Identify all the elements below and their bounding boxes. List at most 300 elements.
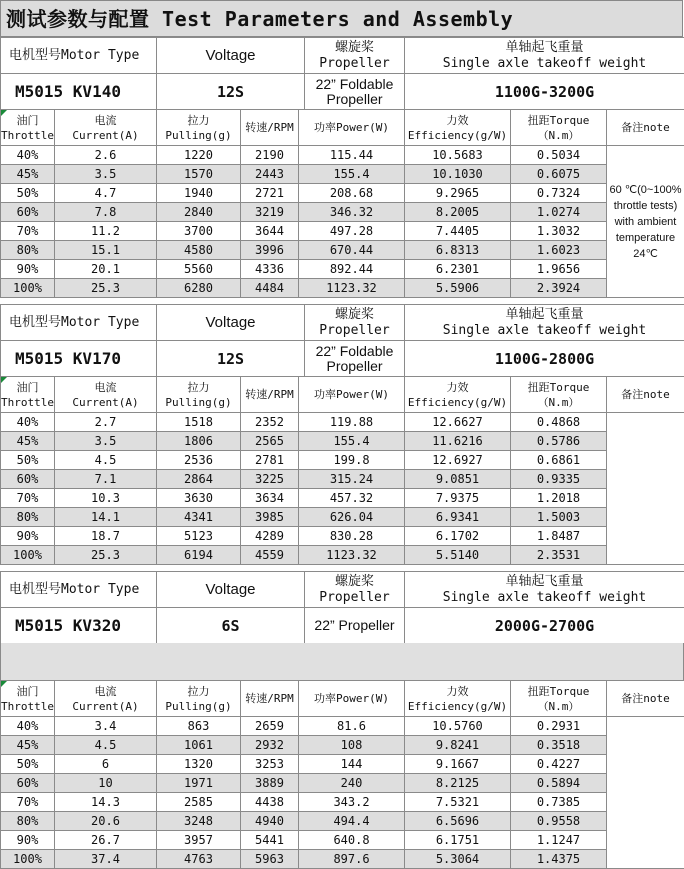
table-cell: 115.44: [299, 146, 405, 165]
col-rpm-header: [241, 681, 299, 717]
voltage-label: Voltage: [157, 305, 305, 341]
table-row: [1, 527, 684, 546]
table-cell: 2.3924: [511, 279, 607, 298]
table-cell: 2352: [241, 413, 299, 432]
takeoff-label: [405, 305, 684, 341]
table-cell: 1.0274: [511, 203, 607, 222]
table-cell: 80%: [1, 241, 55, 260]
table-row: [1, 831, 684, 850]
table-cell: 3889: [241, 774, 299, 793]
table-cell: 3985: [241, 508, 299, 527]
col-current-header-en: Current(A): [55, 128, 156, 143]
table-row: [1, 812, 684, 831]
takeoff-label-cn: 单轴起飞重量: [405, 40, 684, 56]
table-cell: 2565: [241, 432, 299, 451]
col-power-header: [299, 110, 405, 146]
table-cell: 14.1: [55, 508, 157, 527]
col-pulling-header-en: Pulling(g): [157, 128, 240, 143]
table-cell: 5.3064: [405, 850, 511, 869]
col-throttle-header: [1, 377, 55, 413]
note-cell: 60 ℃(0~100% throttle tests) with ambient temperature 24℃: [607, 146, 684, 298]
table-cell: 90%: [1, 831, 55, 850]
table-cell: 2585: [157, 793, 241, 812]
col-throttle-header: [1, 110, 55, 146]
table-cell: 10: [55, 774, 157, 793]
table-cell: 3.4: [55, 717, 157, 736]
col-efficiency-header-en: Efficiency(g/W): [405, 128, 510, 143]
table-cell: 1.8487: [511, 527, 607, 546]
table-cell: 0.3518: [511, 736, 607, 755]
col-current-header: [55, 110, 157, 146]
propeller-label-en: Propeller: [305, 323, 404, 339]
voltage-value: 12S: [157, 74, 305, 110]
table-cell: 0.9335: [511, 470, 607, 489]
takeoff-label: [405, 38, 684, 74]
table-cell: 2864: [157, 470, 241, 489]
table-cell: 4341: [157, 508, 241, 527]
table-cell: 10.1030: [405, 165, 511, 184]
table-cell: 50%: [1, 755, 55, 774]
table-cell: 100%: [1, 279, 55, 298]
table-cell: 0.9558: [511, 812, 607, 831]
table-cell: 7.8: [55, 203, 157, 222]
table-cell: 100%: [1, 546, 55, 565]
motor-model: M5015 KV170: [1, 341, 157, 377]
table-cell: 6280: [157, 279, 241, 298]
table-cell: 3700: [157, 222, 241, 241]
col-current-header-cn: 电流: [55, 380, 156, 395]
table-cell: 2.7: [55, 413, 157, 432]
table-row: [1, 717, 684, 736]
takeoff-label-en: Single axle takeoff weight: [405, 56, 684, 72]
table-cell: 25.3: [55, 279, 157, 298]
table-cell: 9.2965: [405, 184, 511, 203]
col-efficiency-header-en: Efficiency(g/W): [405, 699, 510, 714]
col-rpm-header-text: 转速/RPM: [241, 120, 298, 135]
col-rpm-header: [241, 377, 299, 413]
col-torque-header-cn: 扭距Torque: [511, 380, 606, 395]
col-torque-header-cn: 扭距Torque: [511, 113, 606, 128]
col-throttle-header-en: Throttle: [1, 699, 54, 714]
table-cell: 0.5786: [511, 432, 607, 451]
table-cell: 3.5: [55, 165, 157, 184]
table-cell: 4336: [241, 260, 299, 279]
col-efficiency-header: [405, 377, 511, 413]
table-cell: 7.5321: [405, 793, 511, 812]
table-cell: 2.3531: [511, 546, 607, 565]
takeoff-label: [405, 572, 684, 608]
table-cell: 3253: [241, 755, 299, 774]
table-cell: 60%: [1, 774, 55, 793]
table-cell: 3.5: [55, 432, 157, 451]
table-cell: 1.3032: [511, 222, 607, 241]
table-cell: 6194: [157, 546, 241, 565]
page-title: 测试参数与配置 Test Parameters and Assembly: [0, 0, 683, 37]
col-note-header-text: 备注note: [607, 120, 684, 135]
table-cell: 5123: [157, 527, 241, 546]
table-cell: 6.1751: [405, 831, 511, 850]
col-throttle-header-cn: 油门: [1, 113, 54, 128]
table-row: [1, 279, 684, 298]
col-throttle-header-cn: 油门: [1, 684, 54, 699]
takeoff-label-en: Single axle takeoff weight: [405, 590, 684, 606]
table-cell: 343.2: [299, 793, 405, 812]
col-current-header-cn: 电流: [55, 113, 156, 128]
table-row: [1, 755, 684, 774]
table-cell: 5.5140: [405, 546, 511, 565]
motor-type-label: 电机型号Motor Type: [1, 572, 157, 608]
table-cell: 37.4: [55, 850, 157, 869]
table-cell: 2659: [241, 717, 299, 736]
table-cell: 3957: [157, 831, 241, 850]
table-cell: 7.4405: [405, 222, 511, 241]
table-cell: 3248: [157, 812, 241, 831]
note-cell: [607, 413, 684, 565]
col-current-header-cn: 电流: [55, 684, 156, 699]
table-cell: 6.1702: [405, 527, 511, 546]
col-pulling-header: [157, 681, 241, 717]
table-cell: 240: [299, 774, 405, 793]
col-current-header: [55, 377, 157, 413]
table-cell: 50%: [1, 451, 55, 470]
table-cell: 626.04: [299, 508, 405, 527]
table-row: [1, 165, 684, 184]
table-row: [1, 432, 684, 451]
table-cell: 4940: [241, 812, 299, 831]
takeoff-value: 1100G-2800G: [405, 341, 684, 377]
table-cell: 863: [157, 717, 241, 736]
table-cell: 0.7385: [511, 793, 607, 812]
table-cell: 1518: [157, 413, 241, 432]
table-cell: 7.1: [55, 470, 157, 489]
table-cell: 2840: [157, 203, 241, 222]
col-pulling-header: [157, 110, 241, 146]
table-cell: 3996: [241, 241, 299, 260]
table-row: [1, 222, 684, 241]
table-cell: 40%: [1, 146, 55, 165]
col-power-header: [299, 377, 405, 413]
table-cell: 10.5760: [405, 717, 511, 736]
col-torque-header-en: （N.m）: [511, 395, 606, 410]
table-cell: 40%: [1, 717, 55, 736]
col-throttle-header: [1, 681, 55, 717]
table-cell: 6: [55, 755, 157, 774]
table-cell: 5441: [241, 831, 299, 850]
table-cell: 45%: [1, 432, 55, 451]
data-table-2: [0, 680, 684, 869]
table-cell: 1.1247: [511, 831, 607, 850]
table-cell: 1.6023: [511, 241, 607, 260]
table-cell: 60%: [1, 203, 55, 222]
col-power-header: [299, 681, 405, 717]
table-cell: 10.3: [55, 489, 157, 508]
table-cell: 25.3: [55, 546, 157, 565]
col-pulling-header: [157, 377, 241, 413]
table-cell: 199.8: [299, 451, 405, 470]
motor-type-label: 电机型号Motor Type: [1, 38, 157, 74]
table-cell: 100%: [1, 850, 55, 869]
voltage-label: Voltage: [157, 38, 305, 74]
table-cell: 9.8241: [405, 736, 511, 755]
table-cell: 4763: [157, 850, 241, 869]
table-cell: 2536: [157, 451, 241, 470]
col-efficiency-header-cn: 力效: [405, 113, 510, 128]
table-cell: 45%: [1, 165, 55, 184]
col-note-header: [607, 377, 684, 413]
takeoff-label-cn: 单轴起飞重量: [405, 307, 684, 323]
table-cell: 7.9375: [405, 489, 511, 508]
propeller-label-cn: 螺旋桨: [305, 574, 404, 590]
motor-model: M5015 KV140: [1, 74, 157, 110]
table-cell: 2721: [241, 184, 299, 203]
table-cell: 6.8313: [405, 241, 511, 260]
table-cell: 90%: [1, 260, 55, 279]
table-cell: 70%: [1, 222, 55, 241]
col-torque-header: [511, 681, 607, 717]
table-row: [1, 203, 684, 222]
col-efficiency-header: [405, 681, 511, 717]
table-cell: 2443: [241, 165, 299, 184]
table-cell: 4.5: [55, 451, 157, 470]
table-cell: 26.7: [55, 831, 157, 850]
table-cell: 3634: [241, 489, 299, 508]
table-cell: 90%: [1, 527, 55, 546]
cell-comment-marker: [1, 110, 7, 116]
table-cell: 144: [299, 755, 405, 774]
table-cell: 0.6861: [511, 451, 607, 470]
table-cell: 315.24: [299, 470, 405, 489]
table-cell: 119.88: [299, 413, 405, 432]
col-rpm-header: [241, 110, 299, 146]
col-throttle-header-en: Throttle: [1, 128, 54, 143]
col-efficiency-header: [405, 110, 511, 146]
table-cell: 0.4227: [511, 755, 607, 774]
table-cell: 0.5894: [511, 774, 607, 793]
propeller-value: 22” Propeller: [305, 608, 405, 644]
table-row: [1, 260, 684, 279]
col-torque-header: [511, 110, 607, 146]
table-row: [1, 774, 684, 793]
table-cell: 3644: [241, 222, 299, 241]
table-row: [1, 850, 684, 869]
voltage-value: 12S: [157, 341, 305, 377]
table-cell: 4580: [157, 241, 241, 260]
table-cell: 4.5: [55, 736, 157, 755]
propeller-label-cn: 螺旋桨: [305, 40, 404, 56]
table-cell: 6.9341: [405, 508, 511, 527]
table-row: [1, 470, 684, 489]
col-power-header-text: 功率Power(W): [299, 691, 404, 706]
table-cell: 5560: [157, 260, 241, 279]
table-cell: 2932: [241, 736, 299, 755]
table-cell: 1123.32: [299, 279, 405, 298]
col-rpm-header-text: 转速/RPM: [241, 387, 298, 402]
col-torque-header-en: （N.m）: [511, 699, 606, 714]
table-cell: 9.0851: [405, 470, 511, 489]
table-cell: 60%: [1, 470, 55, 489]
table-cell: 3630: [157, 489, 241, 508]
table-cell: 80%: [1, 508, 55, 527]
voltage-label: Voltage: [157, 572, 305, 608]
table-cell: 10.5683: [405, 146, 511, 165]
table-cell: 20.1: [55, 260, 157, 279]
cell-comment-marker: [1, 377, 7, 383]
table-cell: 208.68: [299, 184, 405, 203]
table-cell: 6.2301: [405, 260, 511, 279]
table-cell: 1061: [157, 736, 241, 755]
table-cell: 108: [299, 736, 405, 755]
col-pulling-header-cn: 拉力: [157, 380, 240, 395]
col-efficiency-header-cn: 力效: [405, 684, 510, 699]
data-table-0: [0, 109, 684, 298]
motor-model: M5015 KV320: [1, 608, 157, 644]
takeoff-value: 2000G-2700G: [405, 608, 684, 644]
col-note-header-text: 备注note: [607, 387, 684, 402]
table-cell: 830.28: [299, 527, 405, 546]
col-pulling-header-cn: 拉力: [157, 684, 240, 699]
table-cell: 1.9656: [511, 260, 607, 279]
col-torque-header-en: （N.m）: [511, 128, 606, 143]
table-cell: 2781: [241, 451, 299, 470]
table-cell: 0.7324: [511, 184, 607, 203]
table-cell: 155.4: [299, 165, 405, 184]
col-throttle-header-en: Throttle: [1, 395, 54, 410]
table-row: [1, 451, 684, 470]
table-cell: 3225: [241, 470, 299, 489]
table-cell: 4438: [241, 793, 299, 812]
table-cell: 0.2931: [511, 717, 607, 736]
col-pulling-header-en: Pulling(g): [157, 395, 240, 410]
table-cell: 80%: [1, 812, 55, 831]
table-cell: 2.6: [55, 146, 157, 165]
table-cell: 1806: [157, 432, 241, 451]
table-cell: 4559: [241, 546, 299, 565]
propeller-value: 22” Foldable Propeller: [305, 341, 405, 377]
table-cell: 4484: [241, 279, 299, 298]
motor-type-label: 电机型号Motor Type: [1, 305, 157, 341]
col-pulling-header-cn: 拉力: [157, 113, 240, 128]
table-cell: 5.5906: [405, 279, 511, 298]
table-row: [1, 413, 684, 432]
table-cell: 1971: [157, 774, 241, 793]
table-row: [1, 508, 684, 527]
table-cell: 8.2125: [405, 774, 511, 793]
table-cell: 892.44: [299, 260, 405, 279]
table-cell: 494.4: [299, 812, 405, 831]
table-row: [1, 241, 684, 260]
table-cell: 40%: [1, 413, 55, 432]
takeoff-label-en: Single axle takeoff weight: [405, 323, 684, 339]
table-cell: 1570: [157, 165, 241, 184]
propeller-label-en: Propeller: [305, 590, 404, 606]
col-rpm-header-text: 转速/RPM: [241, 691, 298, 706]
table-cell: 9.1667: [405, 755, 511, 774]
takeoff-value: 1100G-3200G: [405, 74, 684, 110]
col-pulling-header-en: Pulling(g): [157, 699, 240, 714]
table-cell: 1220: [157, 146, 241, 165]
table-row: [1, 184, 684, 203]
motor-header-1: [0, 304, 684, 377]
table-cell: 457.32: [299, 489, 405, 508]
table-cell: 640.8: [299, 831, 405, 850]
propeller-label: [305, 572, 405, 608]
col-power-header-text: 功率Power(W): [299, 120, 404, 135]
col-power-header-text: 功率Power(W): [299, 387, 404, 402]
col-current-header: [55, 681, 157, 717]
data-table-1: [0, 376, 684, 565]
propeller-label: [305, 38, 405, 74]
cell-comment-marker: [1, 681, 7, 687]
table-cell: 70%: [1, 793, 55, 812]
section-spacer-2: [0, 643, 684, 680]
propeller-label-cn: 螺旋桨: [305, 307, 404, 323]
col-torque-header: [511, 377, 607, 413]
table-cell: 81.6: [299, 717, 405, 736]
table-cell: 1940: [157, 184, 241, 203]
table-row: [1, 736, 684, 755]
takeoff-label-cn: 单轴起飞重量: [405, 574, 684, 590]
motor-header-0: [0, 37, 684, 110]
table-cell: 1.2018: [511, 489, 607, 508]
table-cell: 20.6: [55, 812, 157, 831]
table-row: [1, 793, 684, 812]
note-cell: [607, 717, 684, 869]
table-cell: 11.6216: [405, 432, 511, 451]
col-throttle-header-cn: 油门: [1, 380, 54, 395]
table-cell: 0.5034: [511, 146, 607, 165]
motor-header-2: [0, 571, 684, 644]
table-cell: 155.4: [299, 432, 405, 451]
table-cell: 12.6927: [405, 451, 511, 470]
table-cell: 1.5003: [511, 508, 607, 527]
col-note-header: [607, 681, 684, 717]
table-cell: 6.5696: [405, 812, 511, 831]
col-note-header-text: 备注note: [607, 691, 684, 706]
table-cell: 1320: [157, 755, 241, 774]
propeller-value: 22” Foldable Propeller: [305, 74, 405, 110]
table-cell: 0.6075: [511, 165, 607, 184]
table-cell: 14.3: [55, 793, 157, 812]
table-row: [1, 546, 684, 565]
table-cell: 497.28: [299, 222, 405, 241]
table-row: [1, 146, 684, 165]
col-current-header-en: Current(A): [55, 395, 156, 410]
col-note-header: [607, 110, 684, 146]
table-cell: 346.32: [299, 203, 405, 222]
table-cell: 670.44: [299, 241, 405, 260]
table-cell: 3219: [241, 203, 299, 222]
table-cell: 18.7: [55, 527, 157, 546]
col-efficiency-header-en: Efficiency(g/W): [405, 395, 510, 410]
table-row: [1, 489, 684, 508]
table-cell: 8.2005: [405, 203, 511, 222]
col-efficiency-header-cn: 力效: [405, 380, 510, 395]
table-cell: 1.4375: [511, 850, 607, 869]
table-cell: 5963: [241, 850, 299, 869]
col-current-header-en: Current(A): [55, 699, 156, 714]
table-cell: 11.2: [55, 222, 157, 241]
propeller-label-en: Propeller: [305, 56, 404, 72]
table-cell: 1123.32: [299, 546, 405, 565]
table-cell: 4.7: [55, 184, 157, 203]
table-cell: 12.6627: [405, 413, 511, 432]
table-cell: 897.6: [299, 850, 405, 869]
table-cell: 70%: [1, 489, 55, 508]
table-cell: 0.4868: [511, 413, 607, 432]
table-cell: 15.1: [55, 241, 157, 260]
propeller-label: [305, 305, 405, 341]
table-cell: 45%: [1, 736, 55, 755]
